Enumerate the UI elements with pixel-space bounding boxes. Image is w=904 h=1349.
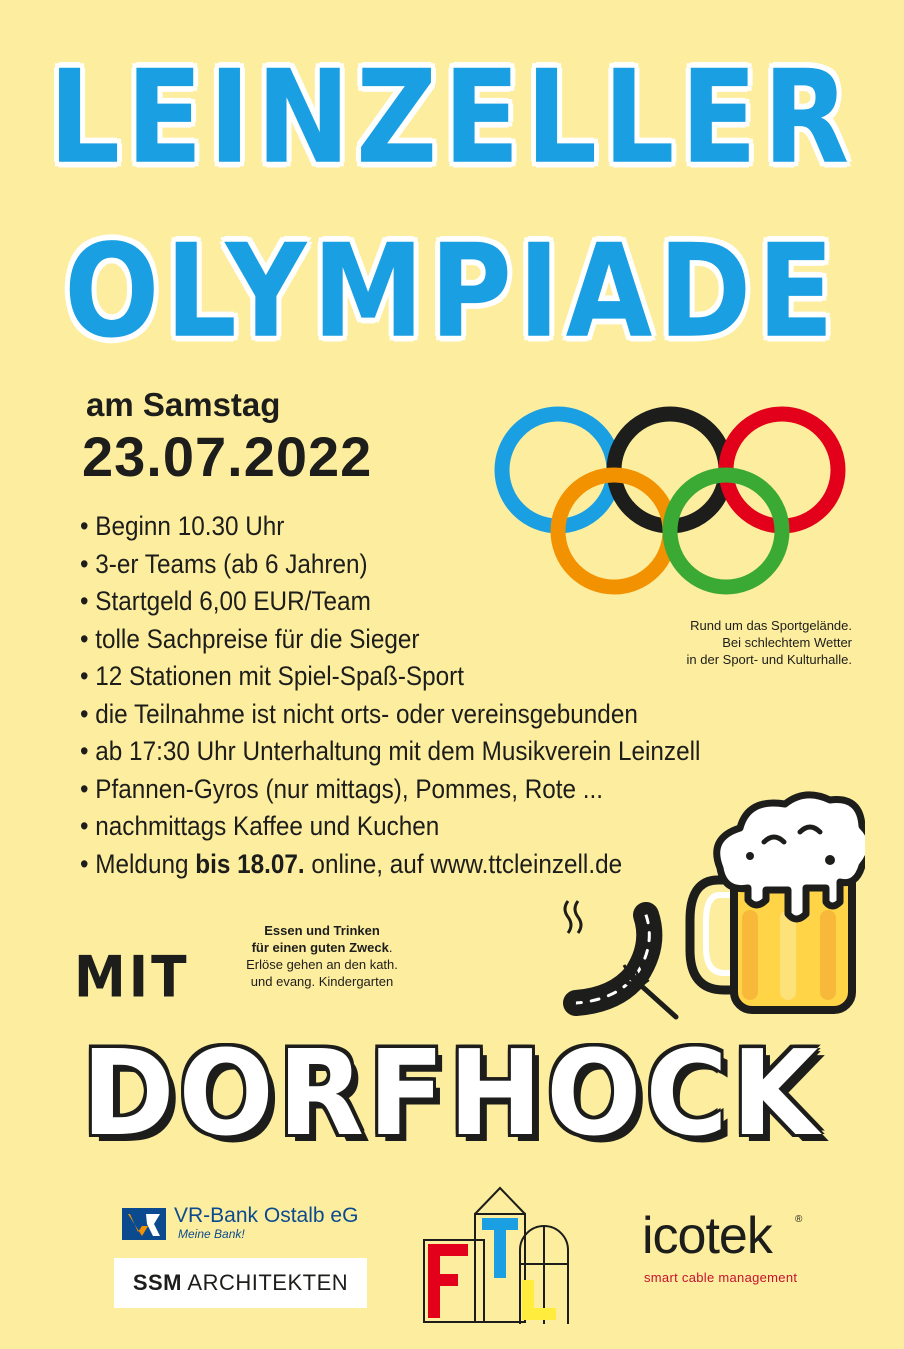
- charity-line-4: und evang. Kindergarten: [250, 974, 394, 989]
- list-item: • nachmittags Kaffee und Kuchen: [80, 808, 700, 846]
- icotek-logo: [642, 1207, 822, 1300]
- ssm-rest: ARCHITEKTEN: [182, 1270, 349, 1295]
- list-item: • Startgeld 6,00 EUR/Team: [80, 583, 700, 621]
- registration-deadline: bis 18.07.: [195, 848, 305, 879]
- vr-bank-name: VR-Bank Ostalb eG: [174, 1204, 359, 1227]
- icotek-name: icotek: [642, 1207, 772, 1265]
- list-item: • 12 Stationen mit Spiel-Spaß-Sport: [80, 658, 700, 696]
- venue-line-3: in der Sport- und Kulturhalle.: [686, 652, 852, 667]
- charity-note: [232, 922, 412, 990]
- dorfhock-title: DORFHOCK: [81, 1025, 823, 1163]
- charity-line-2: für einen guten Zweck: [251, 940, 389, 955]
- vr-bank-slogan: Meine Bank!: [178, 1227, 245, 1241]
- charity-line-3: Erlöse gehen an den kath.: [246, 957, 398, 972]
- registration-website: online, auf www.ttcleinzell.de: [304, 848, 623, 879]
- beer-mug-icon: [680, 790, 865, 1020]
- title-line-2: OLYMPIADE: [64, 217, 840, 367]
- ftl-logo: [420, 1184, 570, 1324]
- mit-label: MIT: [74, 945, 190, 1011]
- ssm-architekten-logo: [114, 1258, 367, 1308]
- ssm-bold: SSM: [132, 1270, 183, 1295]
- vr-bank-logo: [122, 1206, 382, 1246]
- title-line-1: LEINZELLER: [48, 43, 856, 193]
- venue-line-2: Bei schlechtem Wetter: [722, 635, 852, 650]
- registration-prefix: Meldung: [95, 848, 196, 879]
- charity-line-1: Essen und Trinken: [264, 923, 380, 938]
- charity-line-2-end: .: [388, 940, 393, 955]
- registration-item: [80, 846, 700, 884]
- vr-bank-logo-mark: [122, 1208, 166, 1240]
- info-list: [80, 508, 769, 883]
- icotek-slogan: smart cable management: [644, 1270, 798, 1285]
- grilled-sausage-icon: [550, 895, 690, 1025]
- list-item: • die Teilnahme ist nicht orts- oder vereinsgebunden: [80, 696, 700, 734]
- list-item: • ab 17:30 Uhr Unterhaltung mit dem Musikverein Leinzell: [80, 733, 700, 771]
- icotek-registered-mark: ®: [795, 1214, 803, 1225]
- list-item: • Pfannen-Gyros (nur mittags), Pommes, Rote ...: [80, 771, 700, 809]
- list-item: • tolle Sachpreise für die Sieger: [80, 621, 700, 659]
- event-day: am Samstag: [86, 386, 281, 423]
- event-date: 23.07.2022: [82, 425, 373, 488]
- list-item: • 3-er Teams (ab 6 Jahren): [80, 546, 700, 584]
- list-item: • Beginn 10.30 Uhr: [80, 508, 700, 546]
- venue-line-1: Rund um das Sportgelände.: [690, 618, 852, 633]
